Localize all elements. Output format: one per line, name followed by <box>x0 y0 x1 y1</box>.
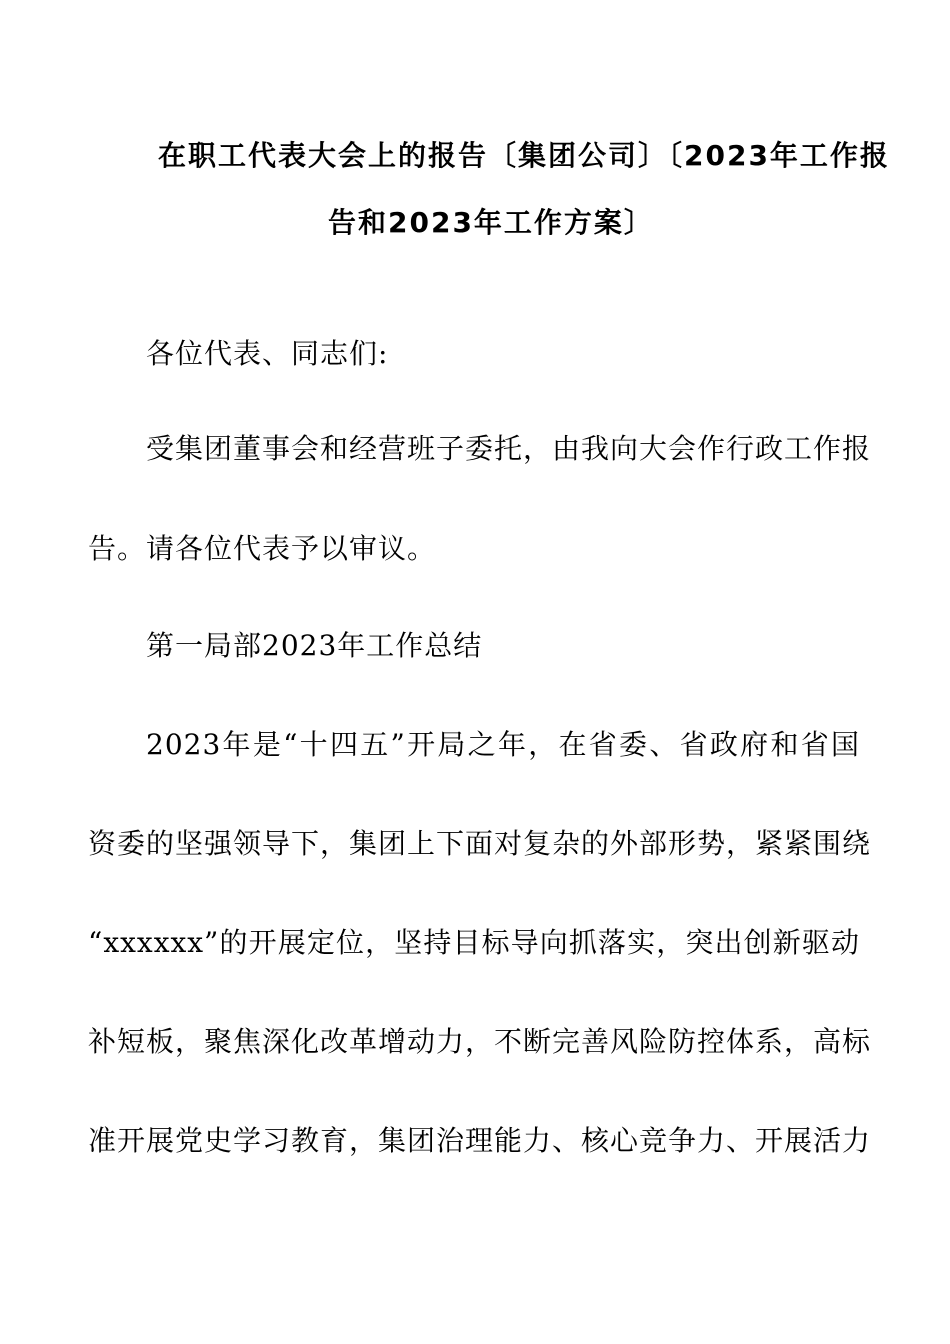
paragraph-2-line-2: 资委的坚强领导下，集团上下面对复杂的外部形势，紧紧围绕 <box>88 827 872 860</box>
section-heading: 第一局部2023年工作总结 <box>146 629 483 662</box>
document-title-line-2: 告和2023年工作方案〕 <box>328 206 654 239</box>
paragraph-2-line-5: 准开展党史学习教育，集团治理能力、核心竞争力、开展活力 <box>88 1124 872 1157</box>
paragraph-1-line-2: 告。请各位代表予以审议。 <box>88 532 437 565</box>
salutation: 各位代表、同志们: <box>146 337 389 370</box>
paragraph-2-line-4: 补短板，聚焦深化改革增动力，不断完善风险防控体系，高标 <box>88 1025 872 1058</box>
document-title-line-1: 在职工代表大会上的报告〔集团公司〕〔2023年工作报 <box>158 139 890 172</box>
paragraph-2-line-1: 2023年是“十四五”开局之年，在省委、省政府和省国 <box>146 728 860 761</box>
paragraph-1-line-1: 受集团董事会和经营班子委托，由我向大会作行政工作报 <box>146 432 872 465</box>
paragraph-2-line-3: “xxxxxx”的开展定位，坚持目标导向抓落实，突出创新驱动 <box>88 926 860 959</box>
